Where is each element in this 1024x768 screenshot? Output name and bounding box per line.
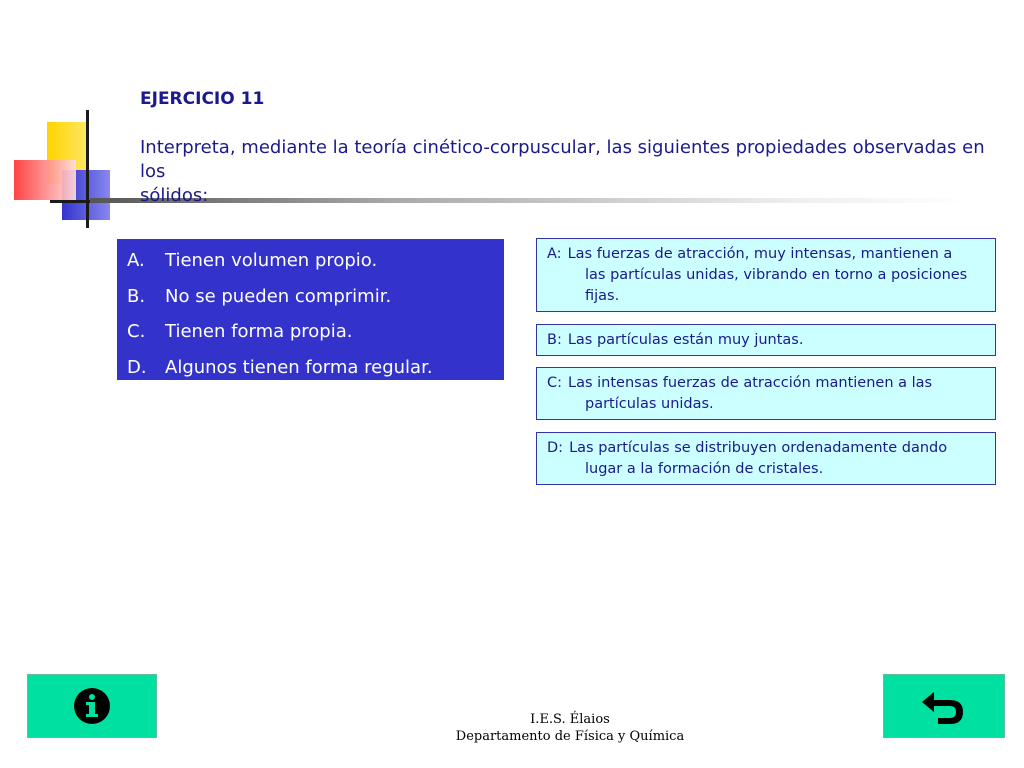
prompt-line-1: Interpreta, mediante la teoría cinético-corpuscular, las siguientes propiedades observadas en los bbox=[140, 137, 985, 182]
property-item-b[interactable] bbox=[127, 279, 504, 315]
answer-tag: A: bbox=[547, 246, 562, 262]
answer-tag: B: bbox=[547, 332, 562, 348]
answer-box-c[interactable] bbox=[536, 367, 996, 420]
answer-text: las partículas unidas, vibrando en torno a posiciones bbox=[585, 267, 968, 283]
property-letter: B. bbox=[127, 285, 146, 307]
answer-box-a[interactable] bbox=[536, 238, 996, 312]
answer-text: Las fuerzas de atracción, muy intensas, mantienen a bbox=[567, 246, 953, 262]
info-icon bbox=[72, 686, 112, 726]
return-button[interactable] bbox=[883, 674, 1005, 738]
answer-text: lugar a la formación de cristales. bbox=[585, 461, 824, 477]
return-arrow-icon bbox=[920, 684, 968, 728]
property-item-c[interactable] bbox=[127, 314, 504, 350]
property-text: Tienen volumen propio. bbox=[165, 250, 378, 271]
answer-tag: C: bbox=[547, 375, 563, 391]
property-item-a[interactable] bbox=[127, 243, 504, 279]
info-button[interactable] bbox=[27, 674, 157, 738]
exercise-prompt bbox=[140, 136, 1000, 208]
decorative-logo bbox=[0, 100, 150, 240]
exercise-title: EJERCICIO 11 bbox=[140, 89, 265, 109]
footer-school: I.E.S. Élaios bbox=[530, 712, 610, 727]
answer-box-d[interactable] bbox=[536, 432, 996, 485]
answer-text: Las partículas se distribuyen ordenadamente dando bbox=[569, 440, 948, 456]
property-text: Tienen forma propia. bbox=[165, 321, 353, 342]
property-item-d[interactable] bbox=[127, 350, 504, 386]
answer-text: partículas unidas. bbox=[585, 396, 714, 412]
property-text: Algunos tienen forma regular. bbox=[165, 356, 433, 378]
answer-line bbox=[547, 244, 985, 265]
answer-line bbox=[547, 330, 985, 351]
prompt-line-2: sólidos: bbox=[140, 185, 209, 206]
properties-list bbox=[117, 239, 504, 380]
logo-vertical-line bbox=[86, 110, 89, 228]
answer-text: Las intensas fuerzas de atracción mantienen a las bbox=[568, 375, 933, 391]
property-letter: C. bbox=[127, 321, 146, 342]
answer-line bbox=[547, 373, 985, 394]
answer-tag: D: bbox=[547, 440, 564, 456]
property-letter: A. bbox=[127, 250, 145, 271]
property-letter: D. bbox=[127, 356, 147, 378]
answer-text: Las partículas están muy juntas. bbox=[567, 332, 804, 348]
footer bbox=[440, 711, 700, 745]
answer-line bbox=[547, 438, 985, 459]
footer-department: Departamento de Física y Química bbox=[455, 729, 685, 744]
answer-text: fijas. bbox=[585, 288, 620, 304]
logo-red-square bbox=[14, 160, 76, 200]
property-text: No se pueden comprimir. bbox=[165, 285, 392, 307]
answer-box-b[interactable] bbox=[536, 324, 996, 356]
